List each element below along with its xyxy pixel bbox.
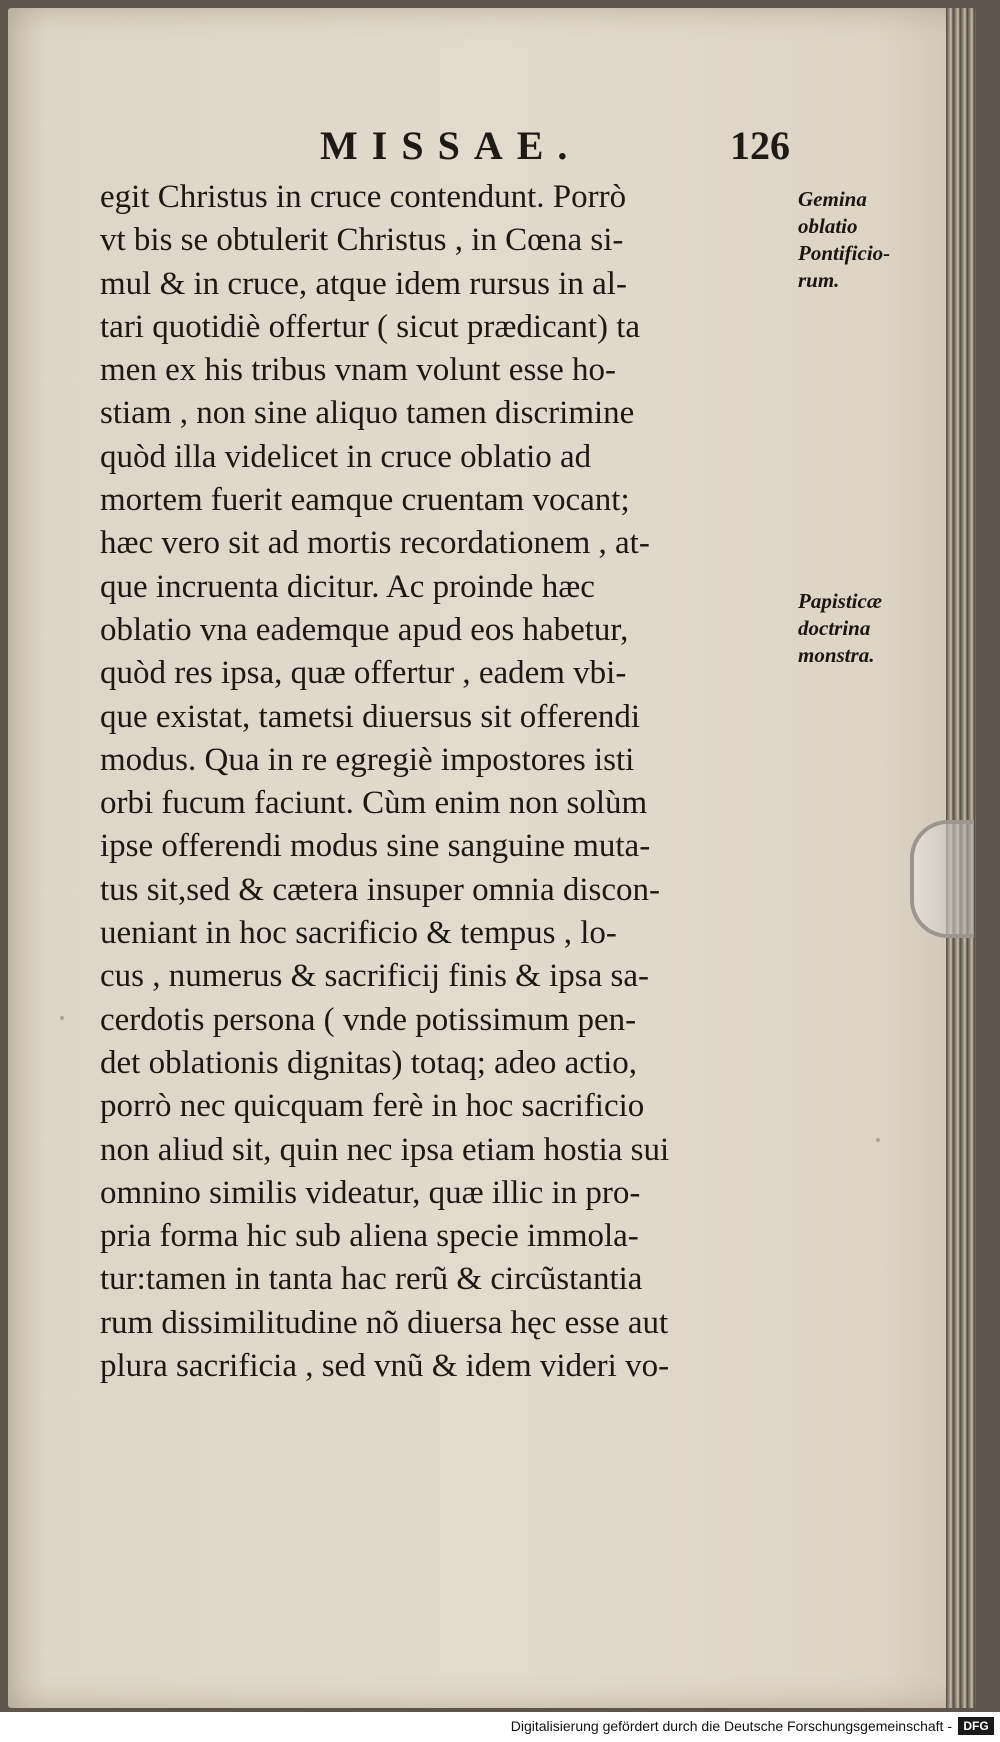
- text-line: omnino similis videatur, quæ illic in pro-: [100, 1174, 641, 1211]
- margin-note-line: monstra.: [798, 643, 875, 667]
- text-line: que incruenta dicitur. Ac proinde hæc: [100, 568, 595, 605]
- paper-speck: [876, 1138, 880, 1142]
- text-line: rum dissimilitudine nõ diuersa hęc esse aut: [100, 1304, 669, 1341]
- page-header: [320, 122, 790, 174]
- text-line: stiam , non sine aliquo tamen discrimine: [100, 395, 635, 432]
- text-line: non aliud sit, quin nec ipsa etiam hostia sui: [100, 1131, 670, 1168]
- margin-note-line: Papisticæ: [798, 589, 882, 613]
- margin-note-line: doctrina: [798, 616, 871, 640]
- text-line: tur:tamen in tanta hac rerũ & circũstantia: [100, 1261, 643, 1298]
- text-line: tari quotidiè offertur ( sicut prædicant) ta: [100, 308, 641, 345]
- text-line: cus , numerus & sacrificij finis & ipsa sa-: [100, 958, 649, 995]
- margin-note-gemina-oblatio: [798, 186, 890, 294]
- text-line: quòd res ipsa, quæ offertur , eadem vbi-: [100, 655, 627, 692]
- text-line: cerdotis persona ( vnde potissimum pen-: [100, 1001, 637, 1038]
- text-line: pria forma hic sub aliena specie immola-: [100, 1218, 639, 1255]
- text-line: plura sacrificia , sed vnũ & idem videri vo-: [100, 1348, 670, 1385]
- text-line: que existat, tametsi diuersus sit offerendi: [100, 698, 641, 735]
- running-head: MISSAE.: [320, 123, 582, 168]
- margin-note-line: Gemina: [798, 187, 867, 211]
- text-line: quòd illa videlicet in cruce oblatio ad: [100, 438, 592, 475]
- text-line: tus sit,sed & cætera insuper omnia discon-: [100, 871, 660, 908]
- margin-note-line: Pontificio-: [798, 241, 891, 265]
- book-clip: [910, 820, 974, 938]
- margin-note-line: rum.: [798, 268, 840, 292]
- paper-speck: [60, 1016, 64, 1020]
- body-text: [100, 176, 792, 1388]
- text-line: orbi fucum faciunt. Cùm enim non solùm: [100, 785, 648, 822]
- text-line: ipse offerendi modus sine sanguine muta-: [100, 828, 651, 865]
- text-line: porrò nec quicquam ferè in hoc sacrificio: [100, 1088, 645, 1125]
- text-line: mortem fuerit eamque cruentam vocant;: [100, 482, 630, 519]
- text-line: modus. Qua in re egregiè impostores isti: [100, 741, 635, 778]
- text-line: mul & in cruce, atque idem rursus in al-: [100, 265, 627, 302]
- digitization-footer: [0, 1712, 1000, 1742]
- text-line: ueniant in hoc sacrificio & tempus , lo-: [100, 915, 617, 952]
- text-line: det oblationis dignitas) totaq; adeo actio,: [100, 1044, 638, 1081]
- text-line: egit Christus in cruce contendunt. Porrò: [100, 179, 627, 215]
- text-line: vt bis se obtulerit Christus , in Cœna si-: [100, 222, 624, 259]
- dfg-logo: DFG: [958, 1717, 994, 1735]
- text-line: oblatio vna eademque apud eos habetur,: [100, 611, 629, 648]
- margin-note-line: oblatio: [798, 214, 858, 238]
- page-number: 126: [730, 123, 790, 168]
- footer-credit: Digitalisierung gefördert durch die Deutsche Forschungsgemeinschaft -: [510, 1718, 952, 1734]
- text-line: men ex his tribus vnam volunt esse ho-: [100, 352, 617, 389]
- text-line: hæc vero sit ad mortis recordationem , at-: [100, 525, 650, 562]
- margin-note-papisticae-doctrina: [798, 588, 882, 669]
